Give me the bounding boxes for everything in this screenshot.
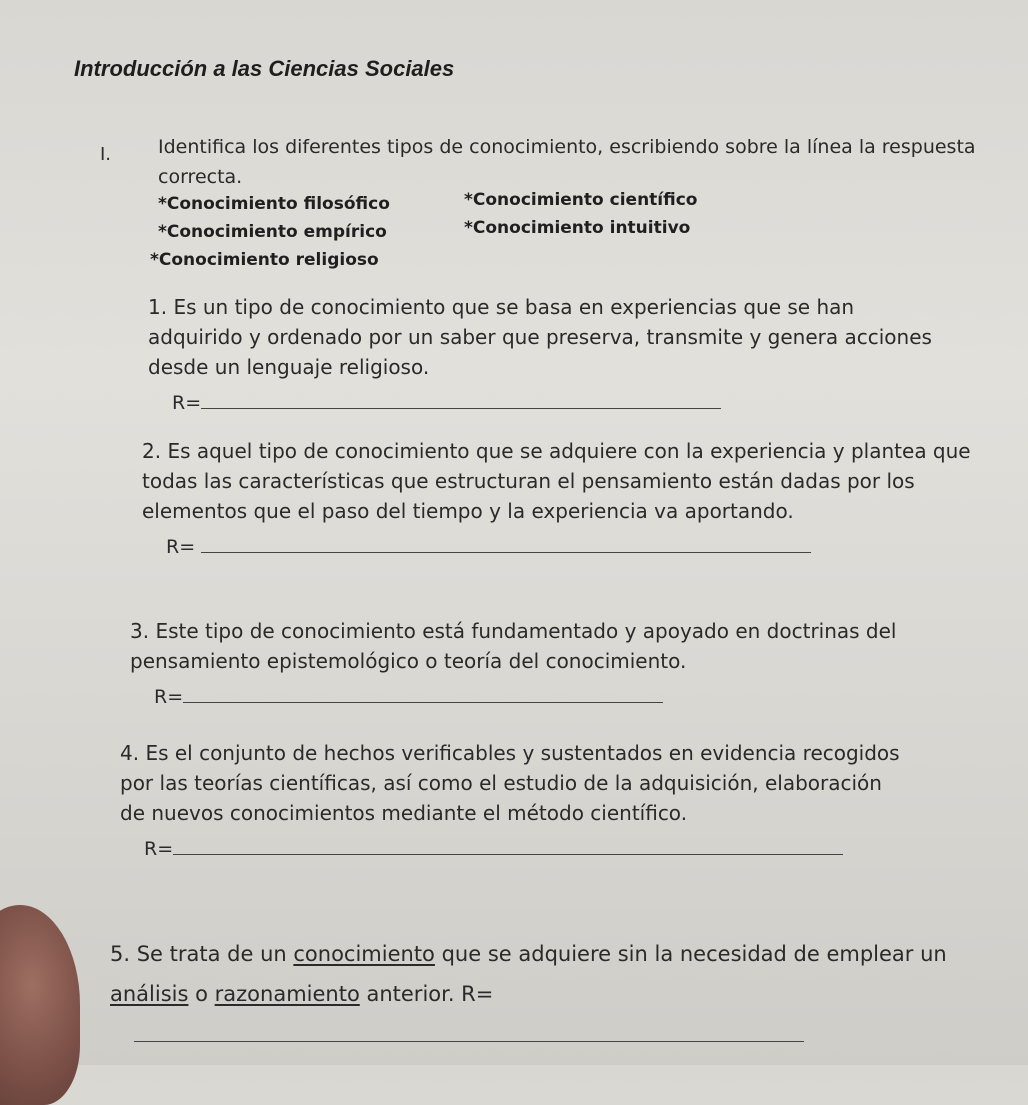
question-1 xyxy=(148,292,948,418)
question-2 xyxy=(142,436,972,562)
answer-area xyxy=(166,532,972,562)
option-empirico: *Conocimiento empírico xyxy=(158,222,387,242)
question-3 xyxy=(130,616,980,712)
question-5 xyxy=(110,934,950,1056)
answer-label: R= xyxy=(166,536,196,558)
question-text: 5. Se trata de un xyxy=(110,942,294,966)
answer-line[interactable] xyxy=(183,688,663,703)
underlined-word: análisis xyxy=(110,982,189,1006)
page-title: Introducción a las Ciencias Sociales xyxy=(74,56,455,81)
underlined-word: conocimiento xyxy=(293,942,435,966)
question-text: 4. Es el conjunto de hechos verificables y sustentados en evidencia recogidos por las teorías científicas, así como el estudio de la adquisición, elaboración de nuevos conocimientos mediante el método científico. xyxy=(120,741,900,825)
underlined-word: razonamiento xyxy=(214,982,360,1006)
finger-shadow xyxy=(0,905,80,1105)
option-filosofico: *Conocimiento filosófico xyxy=(158,194,390,214)
answer-area xyxy=(172,388,948,418)
question-4 xyxy=(120,738,910,864)
answer-label: anterior. R= xyxy=(359,982,494,1006)
option-intuitivo: *Conocimiento intuitivo xyxy=(464,218,691,238)
answer-area xyxy=(134,1016,950,1056)
question-text: que se adquiere sin la necesidad de emplear un xyxy=(434,942,947,966)
question-text: 3. Este tipo de conocimiento está fundamentado y apoyado en doctrinas del pensamiento epistemológico o teoría del conocimiento. xyxy=(130,619,897,673)
answer-label: R= xyxy=(144,838,174,860)
answer-line[interactable] xyxy=(173,840,843,855)
question-text: o xyxy=(188,982,215,1006)
answer-line[interactable] xyxy=(201,538,811,553)
answer-line[interactable] xyxy=(201,394,721,409)
answer-line[interactable] xyxy=(134,1027,804,1042)
answer-label: R= xyxy=(154,686,184,708)
answer-label: R= xyxy=(172,392,202,414)
question-text: 1. Es un tipo de conocimiento que se basa en experiencias que se han adquirido y ordenado por un saber que preserva, transmite y genera acciones desde un lenguaje religioso. xyxy=(148,295,932,379)
answer-area xyxy=(154,682,980,712)
answer-area xyxy=(144,834,910,864)
option-cientifico: *Conocimiento científico xyxy=(464,190,698,210)
section-instruction: Identifica los diferentes tipos de conocimiento, escribiendo sobre la línea la respuesta correcta. xyxy=(158,136,976,188)
question-text: 2. Es aquel tipo de conocimiento que se adquiere con la experiencia y plantea que todas las características que estructuran el pensamiento están dadas por los elementos que el paso del tiempo y la experiencia va aportando. xyxy=(142,439,971,523)
option-religioso: *Conocimiento religioso xyxy=(150,250,379,270)
section-number: I. xyxy=(100,144,112,165)
